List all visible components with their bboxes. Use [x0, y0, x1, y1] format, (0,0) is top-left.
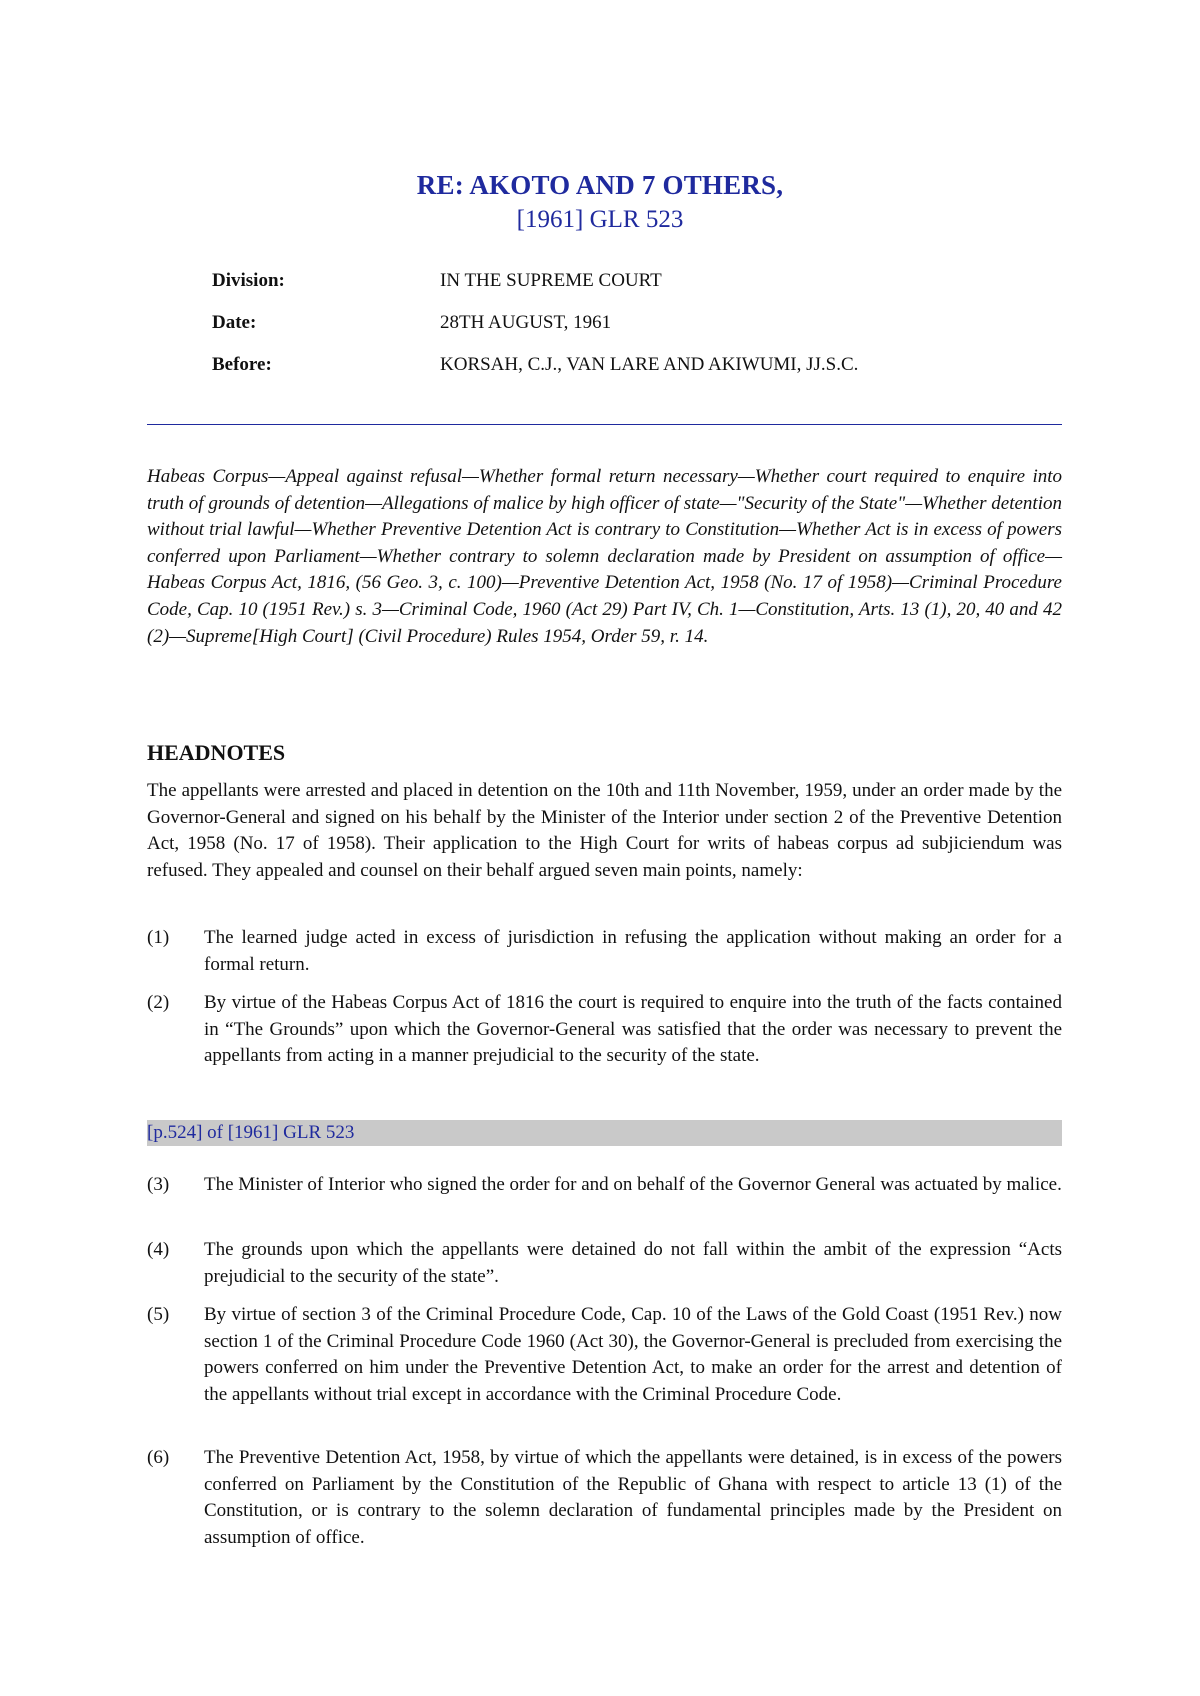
case-title: RE: AKOTO AND 7 OTHERS,	[416, 170, 784, 200]
headnotes-intro: The appellants were arrested and placed in detention on the 10th and 11th November, 1959, under an order made by the Governor-General and signed on his behalf by the Minister of the Interior under section 2 of the Preventive Detention Act, 1958 (No. 17 of 1958). Their application to the High Court for writs of habeas corpus ad subjiciendum was refused. They appealed and counsel on their behalf argued seven main points, namely:	[147, 780, 1062, 881]
before-label: Before:	[212, 354, 272, 375]
point-number: (4)	[147, 1239, 170, 1260]
date-label: Date:	[212, 312, 257, 333]
date-value: 28TH AUGUST, 1961	[440, 312, 612, 333]
headnote-point	[147, 1302, 1062, 1408]
headnotes-heading: HEADNOTES	[147, 740, 286, 765]
point-number: (5)	[147, 1304, 170, 1325]
case-citation: [1961] GLR 523	[516, 206, 684, 233]
page-marker-link[interactable]: [p.524] of [1961] GLR 523	[147, 1122, 355, 1143]
point-text: By virtue of the Habeas Corpus Act of 1816 the court is required to enquire into the truth of the facts contained in “The Grounds” upon which the Governor-General was satisfied that the order was necessary to prevent the appellants from acting in a manner prejudicial to the security of the state.	[204, 992, 1062, 1067]
headnote-point	[147, 1237, 1062, 1290]
point-text: The grounds upon which the appellants were detained do not fall within the ambit of the expression “Acts prejudicial to the security of the state”.	[204, 1239, 1062, 1287]
before-value: KORSAH, C.J., VAN LARE AND AKIWUMI, JJ.S.C.	[440, 354, 859, 375]
point-number: (6)	[147, 1447, 170, 1468]
headnote-point	[147, 925, 1062, 978]
point-number: (1)	[147, 927, 170, 948]
header-divider	[147, 424, 1062, 425]
headnote-point	[147, 1172, 1062, 1199]
point-text: The Preventive Detention Act, 1958, by virtue of which the appellants were detained, is in excess of the powers conferred on Parliament by the Constitution of the Republic of Ghana with respect to article 13 (1) of the Constitution, or is contrary to the solemn declaration of fundamental principles made by the President on assumption of office.	[204, 1447, 1062, 1548]
division-label: Division:	[212, 270, 285, 291]
point-text: By virtue of section 3 of the Criminal Procedure Code, Cap. 10 of the Laws of the Gold Coast (1951 Rev.) now section 1 of the Criminal Procedure Code 1960 (Act 30), the Governor-General is precluded from exercising the powers conferred on him under the Preventive Detention Act, to make an order for the arrest and detention of the appellants without trial except in accordance with the Criminal Procedure Code.	[204, 1304, 1062, 1405]
point-number: (3)	[147, 1174, 170, 1195]
point-number: (2)	[147, 992, 170, 1013]
headnote-point	[147, 990, 1062, 1070]
point-text: The learned judge acted in excess of jurisdiction in refusing the application without making an order for a formal return.	[204, 927, 1062, 975]
page-marker-bar[interactable]	[147, 1120, 1062, 1146]
catchwords-summary: Habeas Corpus—Appeal against refusal—Whether formal return necessary—Whether court required to enquire into truth of grounds of detention—Allegations of malice by high officer of state—"Security of the State"—Whether detention without trial lawful—Whether Preventive Detention Act is contrary to Constitution—Whether Act is in excess of powers conferred upon Parliament—Whether contrary to solemn declaration made by President on assumption of office—Habeas Corpus Act, 1816, (56 Geo. 3, c. 100)—Preventive Detention Act, 1958 (No. 17 of 1958)—Criminal Procedure Code, Cap. 10 (1951 Rev.) s. 3—Criminal Code, 1960 (Act 29) Part IV, Ch. 1—Constitution, Arts. 13 (1), 20, 40 and 42 (2)—Supreme[High Court] (Civil Procedure) Rules 1954, Order 59, r. 14.	[147, 466, 1062, 647]
headnote-point	[147, 1445, 1062, 1551]
division-value: IN THE SUPREME COURT	[440, 270, 662, 291]
point-text: The Minister of Interior who signed the order for and on behalf of the Governor General was actuated by malice.	[204, 1174, 1062, 1195]
